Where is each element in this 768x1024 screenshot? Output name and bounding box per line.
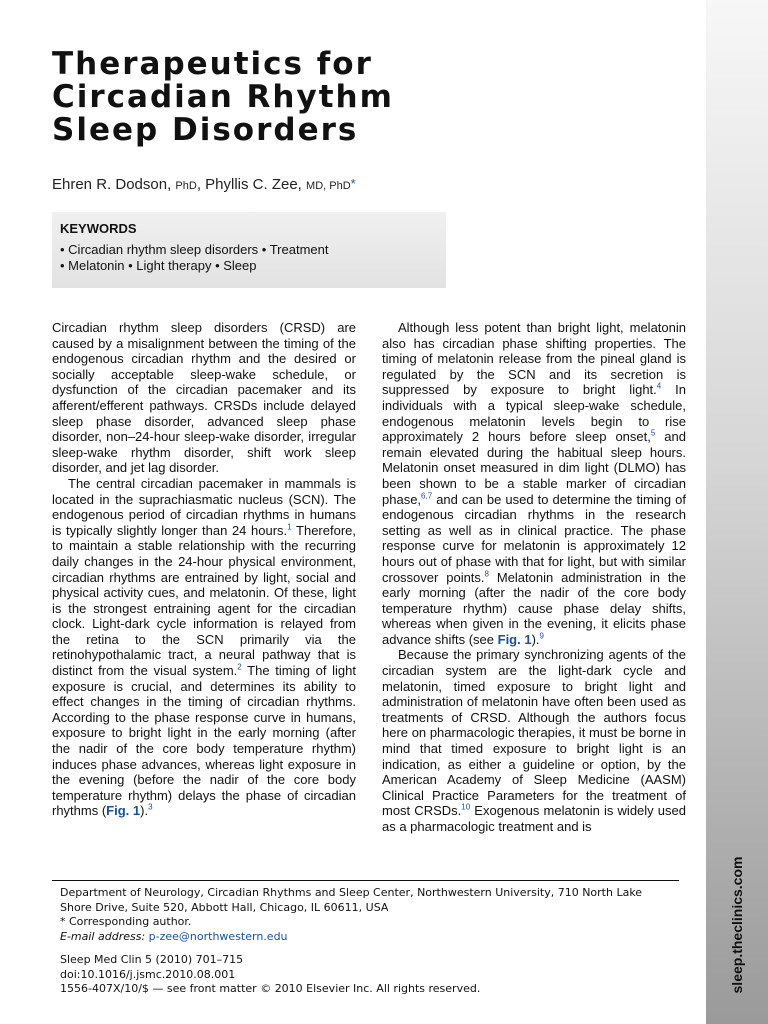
- doi-text[interactable]: doi:10.1016/j.jsmc.2010.08.001: [60, 967, 236, 981]
- title-line: Circadian Rhythm: [52, 79, 394, 115]
- paragraph-text: and can be used to determine the timing of endogenous circadian rhythms in the research setting as well as in clinical practice. The phase response curve for melatonin is approximately 12 hours out of phase with that for light, but with similar crossover points.: [382, 491, 686, 585]
- article-footer: [60, 886, 680, 997]
- corresponding-author-marker[interactable]: *: [350, 176, 356, 191]
- reference-link[interactable]: 2: [237, 662, 242, 672]
- email-label: E-mail address:: [60, 929, 146, 943]
- article-title: [52, 48, 472, 147]
- body-paragraph: [52, 476, 356, 819]
- body-column-left: [52, 320, 356, 819]
- author-list: [52, 176, 356, 193]
- author-name: Ehren R. Dodson,: [52, 176, 172, 193]
- title-line: Sleep Disorders: [52, 112, 359, 148]
- reference-link[interactable]: 1: [287, 522, 292, 532]
- body-paragraph: [382, 320, 686, 647]
- affiliation-line: Department of Neurology, Circadian Rhythms and Sleep Center, Northwestern University, 710 North Lake: [60, 886, 643, 899]
- paragraph-text: Melatonin administration in the early morning (after the nadir of the core body temperature rhythm) cause phase delay shifts, whereas when given in the evening, it elicits phase advance shifts (see: [382, 569, 686, 647]
- paragraph-text: The central circadian pacemaker in mammals is located in the suprachiasmatic nucleus (SCN). The endogenous period of circadian rhythms in humans is typically slightly longer than 24 hours.: [52, 475, 356, 538]
- reference-link[interactable]: 10: [461, 803, 471, 813]
- author-separator: ,: [196, 176, 201, 193]
- reference-link[interactable]: 9: [539, 631, 544, 641]
- body-paragraph: [382, 647, 686, 834]
- paragraph-text: Therefore, to maintain a stable relationship with the recurring daily changes in the 24-hour physical environment, circadian rhythms are entrained by light, social and physical activity cues, and melatonin. Of these, light is the strongest entraining agent for the circadian clock. Light-dark cycle information is relayed from the retina to the SCN primarily via the retinohypothalamic tract, a neural pathway that is distinct from the visual system.: [52, 522, 356, 679]
- footer-divider: [52, 880, 679, 881]
- figure-link[interactable]: Fig. 1: [106, 803, 141, 819]
- journal-url: sleep.theclinics.com: [729, 856, 745, 994]
- paragraph-text: The timing of light exposure is crucial, and determines its ability to effect changes in the timing of circadian rhythms. According to the phase response curve in humans, exposure to bright light in the early morning (after the nadir of the core body temperature rhythm) induces phase advances, whereas light exposure in the evening (before the nadir of the core body temperature rhythm) delays the phase of circadian rhythms (: [52, 663, 356, 819]
- keywords-heading: KEYWORDS: [60, 221, 137, 236]
- author-degree: MD, PhD: [306, 180, 351, 192]
- journal-citation: Sleep Med Clin 5 (2010) 701–715: [60, 953, 244, 966]
- reference-link[interactable]: 8: [484, 569, 489, 579]
- paragraph-text: Although less potent than bright light, melatonin also has circadian phase shifting properties. The timing of melatonin release from the pineal gland is regulated by the SCN and its secretion is suppressed by exposure to bright light.: [382, 320, 686, 398]
- figure-link[interactable]: Fig. 1: [497, 631, 532, 647]
- paragraph-text: ).: [531, 631, 540, 647]
- reference-link[interactable]: 3: [148, 803, 153, 813]
- paragraph-text: In individuals with a typical sleep-wake schedule, endogenous melatonin levels begin to rise approximately 2 hours before sleep onset,: [382, 382, 686, 445]
- paragraph-text: Exogenous melatonin is widely used as a pharmacologic treatment and is: [382, 803, 686, 834]
- author-degree: PhD: [175, 180, 197, 192]
- reference-link[interactable]: 5: [650, 428, 656, 438]
- keywords-box: [52, 212, 446, 288]
- email-line: [60, 930, 680, 945]
- body-paragraph: [52, 320, 356, 476]
- email-link[interactable]: p-zee@northwestern.edu: [148, 929, 288, 943]
- corresponding-author-note: * Corresponding author.: [60, 915, 192, 928]
- journal-website: [706, 850, 768, 1000]
- body-column-right: [382, 320, 686, 835]
- copyright-notice: 1556-407X/10/$ — see front matter © 2010 Elsevier Inc. All rights reserved.: [60, 982, 481, 995]
- affiliation-line: Shore Drive, Suite 520, Abbott Hall, Chicago, IL 60611, USA: [60, 900, 389, 914]
- paragraph-text: Because the primary synchronizing agents of the circadian system are the light-dark cycle and melatonin, timed exposure to bright light and administration of melatonin have often been used as treatments of CRSD. Although the authors focus here on pharmacologic therapies, it must be borne in mind that timed exposure to bright light is an indication, as either a guideline or option, by the American Academy of Sleep Medicine (AASM) Clinical Practice Parameters for the treatment of most CRSDs.: [382, 647, 686, 819]
- reference-link[interactable]: 4: [656, 382, 662, 392]
- paragraph-text: Circadian rhythm sleep disorders (CRSD) are caused by a misalignment between the timing of the endogenous circadian rhythm and the desired or socially acceptable sleep-wake schedule, or dysfunction of the circadian pacemaker and its afferent/efferent pathways. CRSDs include delayed sleep phase disorder, advanced sleep phase disorder, non‒24-hour sleep-wake disorder, irregular sleep-wake rhythm disorder, shift work sleep disorder, and jet lag disorder.: [52, 320, 356, 476]
- author-name: Phyllis C. Zee,: [205, 176, 302, 193]
- keywords-line: • Melatonin • Light therapy • Sleep: [60, 258, 257, 273]
- keywords-line: • Circadian rhythm sleep disorders • Treatment: [60, 242, 329, 257]
- paragraph-text: ).: [140, 803, 149, 819]
- paragraph-text: and remain elevated during the habitual sleep hours. Melatonin onset measured in dim light (DLMO) has been shown to be a stable marker of circadian phase,: [382, 429, 686, 507]
- title-line: Therapeutics for: [52, 46, 373, 82]
- reference-link[interactable]: 6,7: [421, 491, 433, 501]
